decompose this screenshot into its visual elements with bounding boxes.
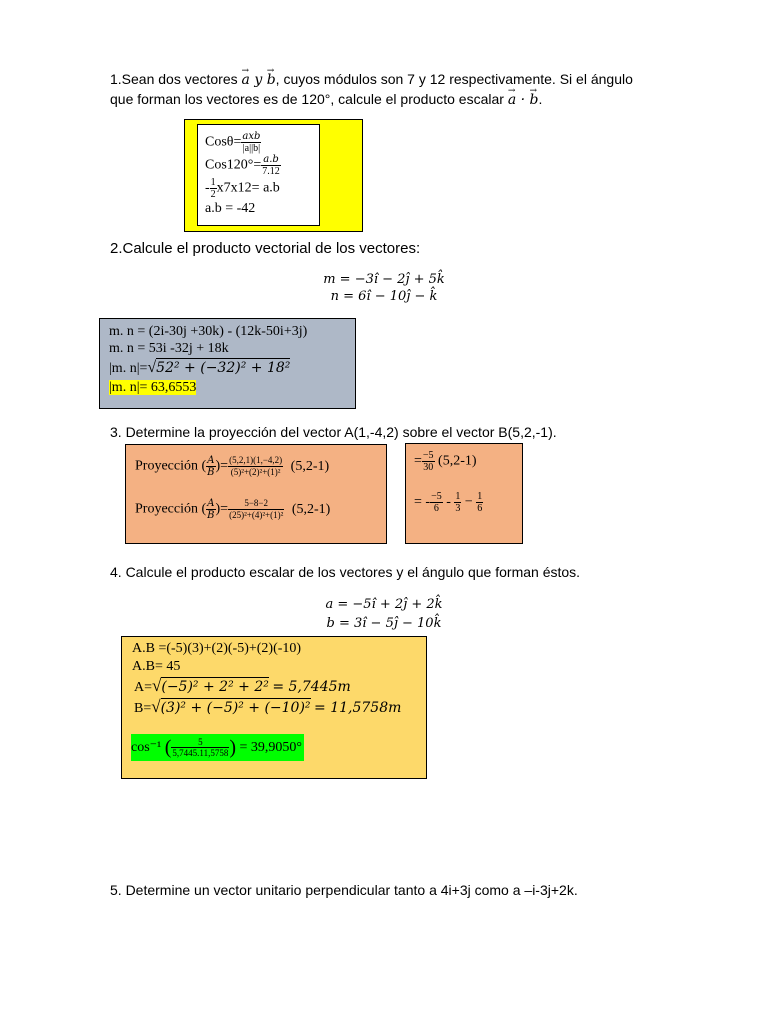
box2-line-1: m. n = (2i-30j +30k) - (12k-50i+3j) bbox=[109, 324, 308, 339]
vector-b-equation: b = 3î − 5ĵ − 10k̂ bbox=[326, 616, 442, 631]
box2-line-2: m. n = 53i -32j + 18k bbox=[109, 341, 229, 356]
box3a-row-2: Proyección ( $\frac{A}{B}$ )= $\frac{5-8-2}{\text{(25)²+(4)²+(1)²}}$ (5,2-1) bbox=[135, 498, 331, 521]
box1-line-4: a.b = -42 bbox=[205, 201, 256, 216]
vector-n-equation: n = 6î − 10ĵ − k̂ bbox=[330, 289, 438, 304]
box1-fraction-1: $\frac{\text{axb}}{|a||b|}$ bbox=[242, 131, 261, 154]
box3b-row-1: = $\frac{-5}{30}$ (5,2-1) bbox=[414, 450, 477, 473]
question-5: 5. Determine un vector unitario perpendicular tanto a 4i+3j como a –i-3j+2k. bbox=[110, 882, 578, 898]
solution-box-4 bbox=[121, 636, 427, 779]
box4-line-1: A.B =(-5)(3)+(2)(-5)+(2)(-10) bbox=[132, 641, 302, 656]
box4-fraction-angle: $\frac{5}{5,7445.11,5758}$ bbox=[172, 737, 229, 759]
box3b-fraction-4: $\frac{1}{6}$ bbox=[477, 491, 483, 514]
box2-result-highlight: |m. n|= 63,6553 bbox=[109, 380, 197, 395]
box1-line-1: Cosθ= $\frac{\text{axb}}{|a||b|}$ bbox=[205, 131, 261, 154]
box1-line-2: Cos120°= $\frac{a.b}{7.12}$ bbox=[205, 154, 280, 177]
box4-line-4: B=√(3)² + (−5)² + (−10)² = 11,5758m bbox=[134, 697, 402, 716]
box4-line-2: A.B= 45 bbox=[132, 659, 181, 674]
solution-box-3b bbox=[405, 443, 523, 544]
box4-root-b: (3)² + (−5)² + (−10)² bbox=[160, 700, 311, 716]
question-2: 2.Calcule el producto vectorial de los vectores: bbox=[110, 240, 421, 257]
box3b-fraction-2: $\frac{-5}{6}$ bbox=[431, 491, 442, 514]
question-1-line-1: 1.Sean dos vectores → a y → b, cuyos módulos son 7 y 12 respectivamente. Si el ángulo bbox=[110, 69, 633, 90]
question-3: 3. Determine la proyección del vector A(1,-4,2) sobre el vector B(5,2,-1). bbox=[110, 424, 557, 440]
box4-angle-highlight: cos⁻¹ ( $\frac{5}{5,7445.11,5758}$ ) = 39,9050° bbox=[131, 734, 304, 761]
box1-line-3: - $\frac{1}{2}$ x7x12= a.b bbox=[205, 177, 280, 200]
solution-box-3a bbox=[125, 444, 387, 544]
solution-box-1 bbox=[184, 119, 363, 232]
box3a-fraction-1: $\frac{(5,2,1)(1,-4,2)}{\text{(5)²+(2)²+(1)²}}$ bbox=[229, 455, 283, 477]
box3b-fraction-1: $\frac{-5}{30}$ bbox=[422, 450, 434, 473]
box2-line-4 bbox=[109, 379, 355, 396]
box1-fraction-2: $\frac{a.b}{7.12}$ bbox=[262, 154, 280, 177]
box3a-row-1: Proyección ( $\frac{A}{B}$ )= $\frac{(5,2,1)(1,-4,2)}{\text{(5)²+(2)²+(1)²}}$ (5,2-1) bbox=[135, 455, 330, 478]
box4-root-a: (−5)² + 2² + 2² bbox=[161, 679, 269, 695]
box4-line-3: A=√(−5)² + 2² + 2² = 5,7445m bbox=[134, 676, 351, 695]
question-1-line-2: que forman los vectores es de 120°, calcule el producto escalar → a · → b. bbox=[110, 89, 542, 110]
box3a-fraction-2: $\frac{5-8-2}{\text{(25)²+(4)²+(1)²}}$ bbox=[229, 498, 284, 520]
box3b-row-2: = - $\frac{-5}{6}$ - $\frac{1}{3}$ − $\frac{1}{6}$ bbox=[414, 491, 483, 514]
solution-box-1-inner bbox=[197, 124, 320, 226]
box1-fraction-3: $\frac{1}{2}$ bbox=[210, 177, 216, 200]
box2-root: 52² + (−32)² + 18² bbox=[156, 360, 291, 376]
solution-box-2 bbox=[99, 318, 356, 409]
vector-m-equation: m = −3î − 2ĵ + 5k̂ bbox=[323, 272, 445, 287]
box3a-ab-fraction-1: $\frac{A}{B}$ bbox=[207, 455, 215, 478]
box3b-fraction-3: $\frac{1}{3}$ bbox=[455, 491, 461, 514]
vector-a-equation: a = −5î + 2ĵ + 2k̂ bbox=[325, 597, 443, 612]
question-4: 4. Calcule el producto escalar de los vectores y el ángulo que forman éstos. bbox=[110, 564, 581, 580]
box2-line-3: |m. n|=√52² + (−32)² + 18² bbox=[109, 359, 291, 376]
box3a-ab-fraction-2: $\frac{A}{B}$ bbox=[207, 498, 215, 521]
